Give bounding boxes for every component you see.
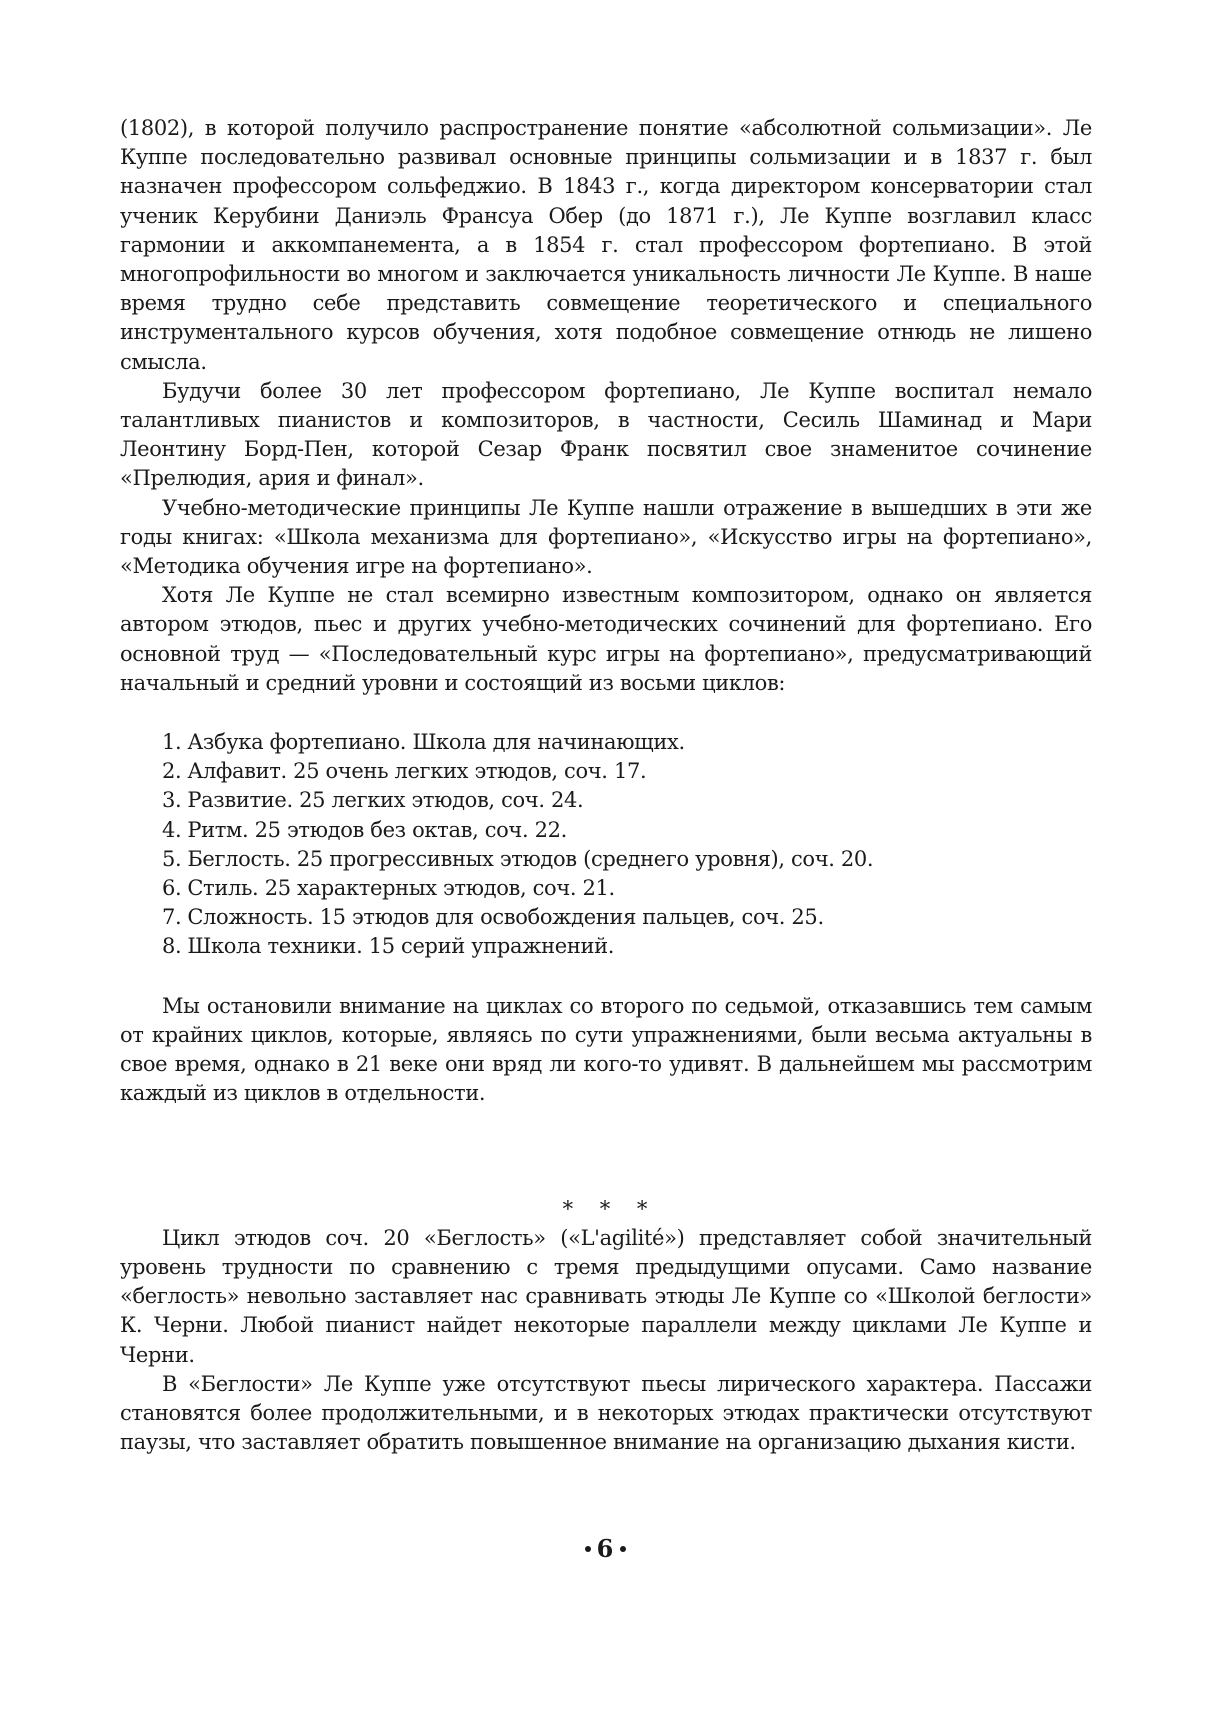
list-item-number: 5.: [162, 846, 182, 871]
list-item-number: 4.: [162, 817, 182, 842]
paragraph-3: Учебно-методические принципы Ле Куппе нашли отражение в вышедших в эти же годы книгах: «Школа механизма для фортепиано», «Искусство игры на фортепиано», «Методика обучения игре на фортепиано».: [120, 495, 1092, 579]
bullet-icon: [620, 1546, 626, 1552]
paragraph-4: Хотя Ле Куппе не стал всемирно известным композитором, однако он является автором этюдов, пьес и других учебно-методических сочинений для фортепиано. Его основной труд — «Последовательный курс игры на фортепиано», предусматривающий начальный и средний уровни и состоящий из восьми циклов:: [120, 583, 1092, 695]
paragraph-2: Будучи более 30 лет профессором фортепиано, Ле Куппе воспитал немало талантливых пианистов и композиторов, в частности, Сесиль Шаминад и Мари Леонтину Борд-Пен, которой Сезар Франк посвятил свое знаменитое сочинение «Прелюдия, ария и финал».: [120, 378, 1092, 491]
paragraph-5: Мы остановили внимание на циклах со второго по седьмой, отказавшись тем самым от крайних циклов, которые, являясь по сути упражнениями, были весьма актуальны в свое время, однако в 21 веке они вряд ли кого-то удивят. В дальнейшем мы рассмотрим каждый из циклов в отдельности.: [120, 993, 1092, 1106]
page-number: [0, 1534, 1211, 1563]
list-item-text: Стиль. 25 характерных этюдов, соч. 21.: [187, 876, 615, 901]
cycles-list: [120, 728, 1092, 962]
list-item: [162, 845, 1092, 874]
list-item-number: 3.: [162, 788, 182, 813]
paragraph-7: В «Беглости» Ле Куппе уже отсутствуют пьесы лирического характера. Пассажи становятся более продолжительными, и в некоторых этюдах практически отсутствуют паузы, что заставляет обратить повышенное внимание на организацию дыхания кисти.: [120, 1371, 1092, 1455]
list-item-text: Развитие. 25 легких этюдов, соч. 24.: [187, 788, 584, 813]
list-item-number: 7.: [162, 905, 182, 930]
list-item-text: Ритм. 25 этюдов без октав, соч. 22.: [187, 817, 567, 842]
list-item: [162, 932, 1092, 961]
list-item-number: 2.: [162, 759, 182, 784]
list-item-number: 1.: [162, 730, 182, 755]
list-item: [162, 757, 1092, 786]
section-separator: * * *: [562, 1196, 658, 1221]
list-item-text: Алфавит. 25 очень легких этюдов, соч. 17.: [187, 759, 647, 784]
list-item-text: Азбука фортепиано. Школа для начинающих.: [187, 730, 685, 755]
paragraph-1: (1802), в которой получило распространение понятие «абсолютной сольмизации». Ле Куппе последовательно развивал основные принципы сольмизации и в 1837 г. был назначен профессором сольфеджио. В 1843 г., когда директором консерватории стал ученик Керубини Даниэль Франсуа Обер (до 1871 г.), Ле Куппе возглавил класс гармонии и аккомпанемента, а в 1854 г. стал профессором фортепиано. В этой многопрофильности во многом и заключается уникальность личности Ле Куппе. В наше время трудно себе представить совмещение теоретического и специального инструментального курсов обучения, хотя подобное совмещение отнюдь не лишено смысла.: [120, 116, 1092, 374]
page-number-value: 6: [596, 1534, 615, 1563]
list-item-text: Беглость. 25 прогрессивных этюдов (среднего уровня), соч. 20.: [187, 846, 874, 871]
bullet-icon: [585, 1546, 591, 1552]
list-item: [162, 874, 1092, 903]
list-item: [162, 816, 1092, 845]
list-item: [162, 786, 1092, 815]
paragraph-6: Цикл этюдов соч. 20 «Беглость» («L'agilité») представляет собой значительный уровень трудности по сравнению с тремя предыдущими опусами. Само название «беглость» невольно заставляет нас сравнивать этюды Ле Куппе со «Школой беглости» К. Черни. Любой пианист найдет некоторые параллели между циклами Ле Куппе и Черни.: [120, 1225, 1092, 1367]
list-item: [162, 728, 1092, 757]
list-item-number: 6.: [162, 876, 182, 901]
page-body: [120, 114, 1092, 1457]
list-item-number: 8.: [162, 934, 182, 959]
list-item-text: Школа техники. 15 серий упражнений.: [187, 934, 615, 959]
list-item: [162, 903, 1092, 932]
list-item-text: Сложность. 15 этюдов для освобождения пальцев, соч. 25.: [187, 905, 824, 930]
